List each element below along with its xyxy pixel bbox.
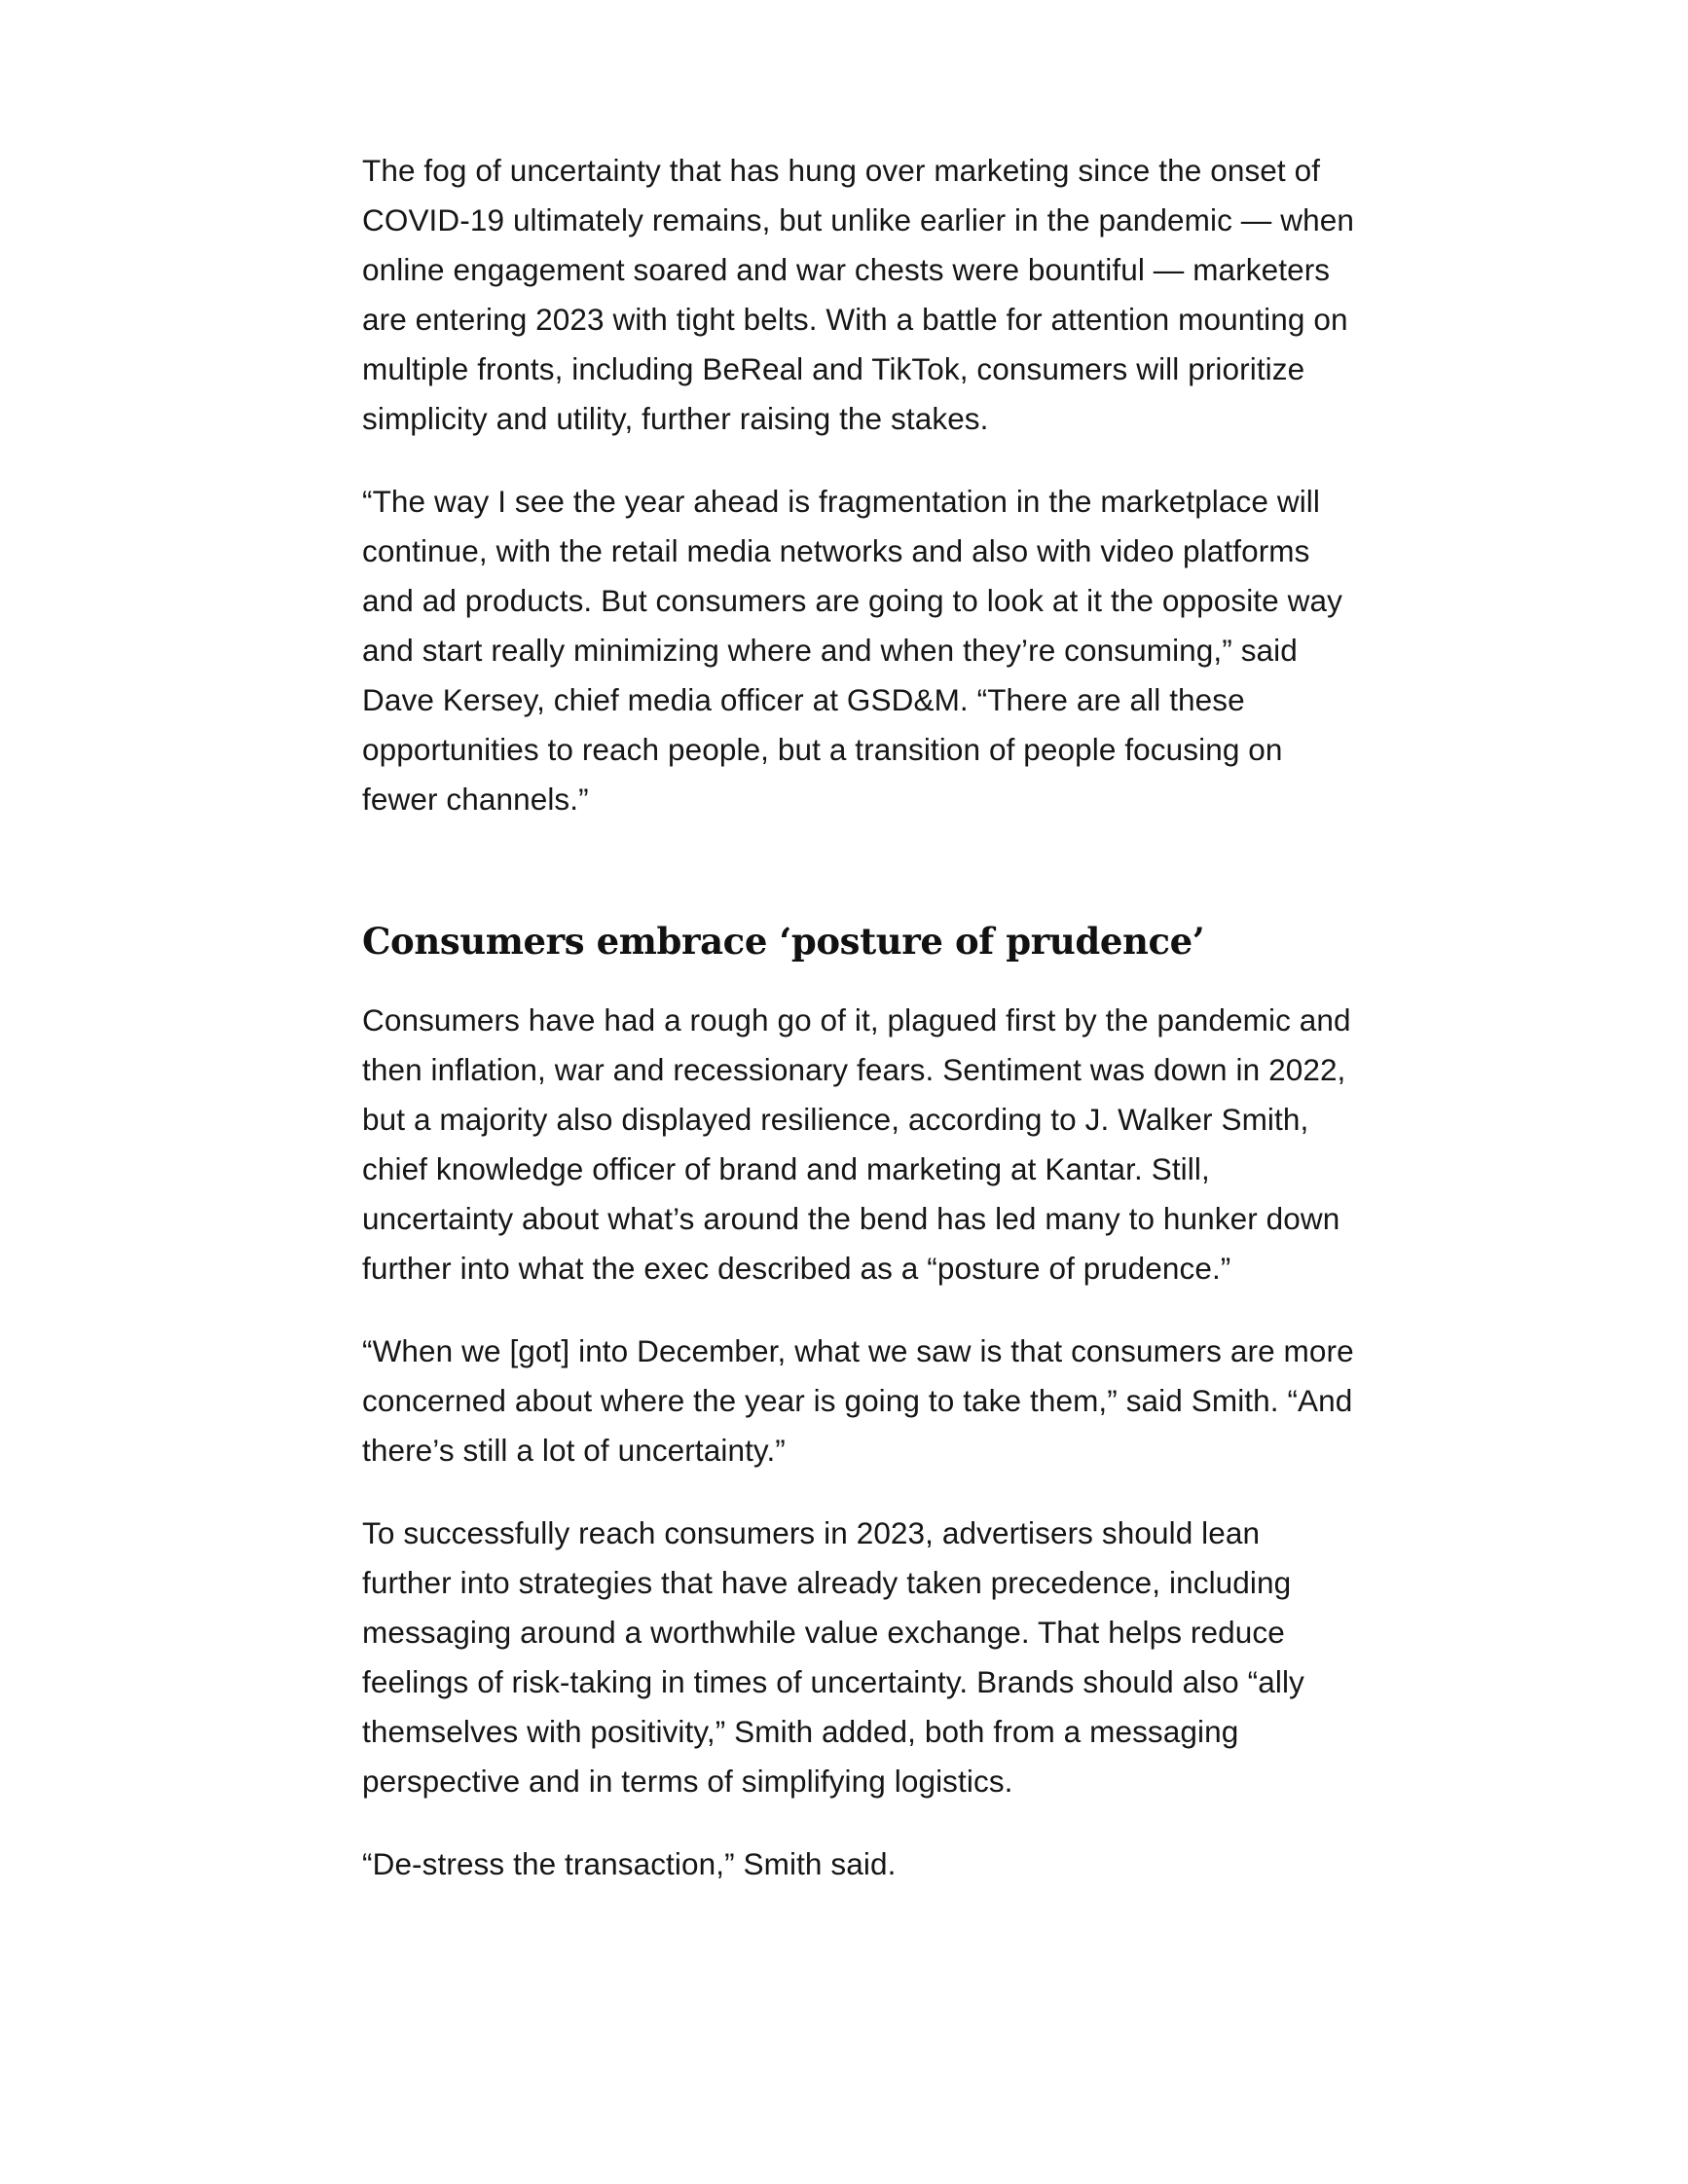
paragraph-intro: The fog of uncertainty that has hung over marketing since the onset of COVID-19 ultimately remains, but unlike earlier in the pandemic — when online engagement soared and war chests were bountiful — marketers are entering 2023 with tight belts. With a battle for attention mounting on multiple fronts, including BeReal and TikTok, consumers will prioritize simplicity and utility, further raising the stakes. [362,153,1354,436]
article-body [362,146,1355,1922]
section-heading: Consumers embrace ‘posture of prudence’ [362,920,1205,963]
paragraph-destress-quote: “De-stress the transaction,” Smith said. [362,1846,897,1881]
paragraph-consumer-sentiment: Consumers have had a rough go of it, plagued first by the pandemic and then inflation, war and recessionary fears. Sentiment was down in 2022, but a majority also displayed resilience, according to J. Walker Smith, chief knowledge officer of brand and marketing at Kantar. Still, uncertainty about what’s around the bend has led many to hunker down further into what the exec described as a “posture of prudence.” [362,1002,1351,1286]
paragraph-advertiser-strategy: To successfully reach consumers in 2023, advertisers should lean further into strategies that have already taken precedence, including messaging around a worthwhile value exchange. That helps reduce feelings of risk-taking in times of uncertainty. Brands should also “ally themselves with positivity,” Smith added, both from a messaging perspective and in terms of simplifying logistics. [362,1515,1304,1799]
paragraph-smith-quote: “When we [got] into December, what we saw is that consumers are more concerned about where the year is going to take them,” said Smith. “And there’s still a lot of uncertainty.” [362,1333,1354,1468]
paragraph-kersey-quote: “The way I see the year ahead is fragmentation in the marketplace will continue, with the retail media networks and also with video platforms and ad products. But consumers are going to look at it the opposite way and start really minimizing where and when they’re consuming,” said Dave Kersey, chief media officer at GSD&M. “There are all these opportunities to reach people, but a transition of people focusing on fewer channels.” [362,484,1342,817]
